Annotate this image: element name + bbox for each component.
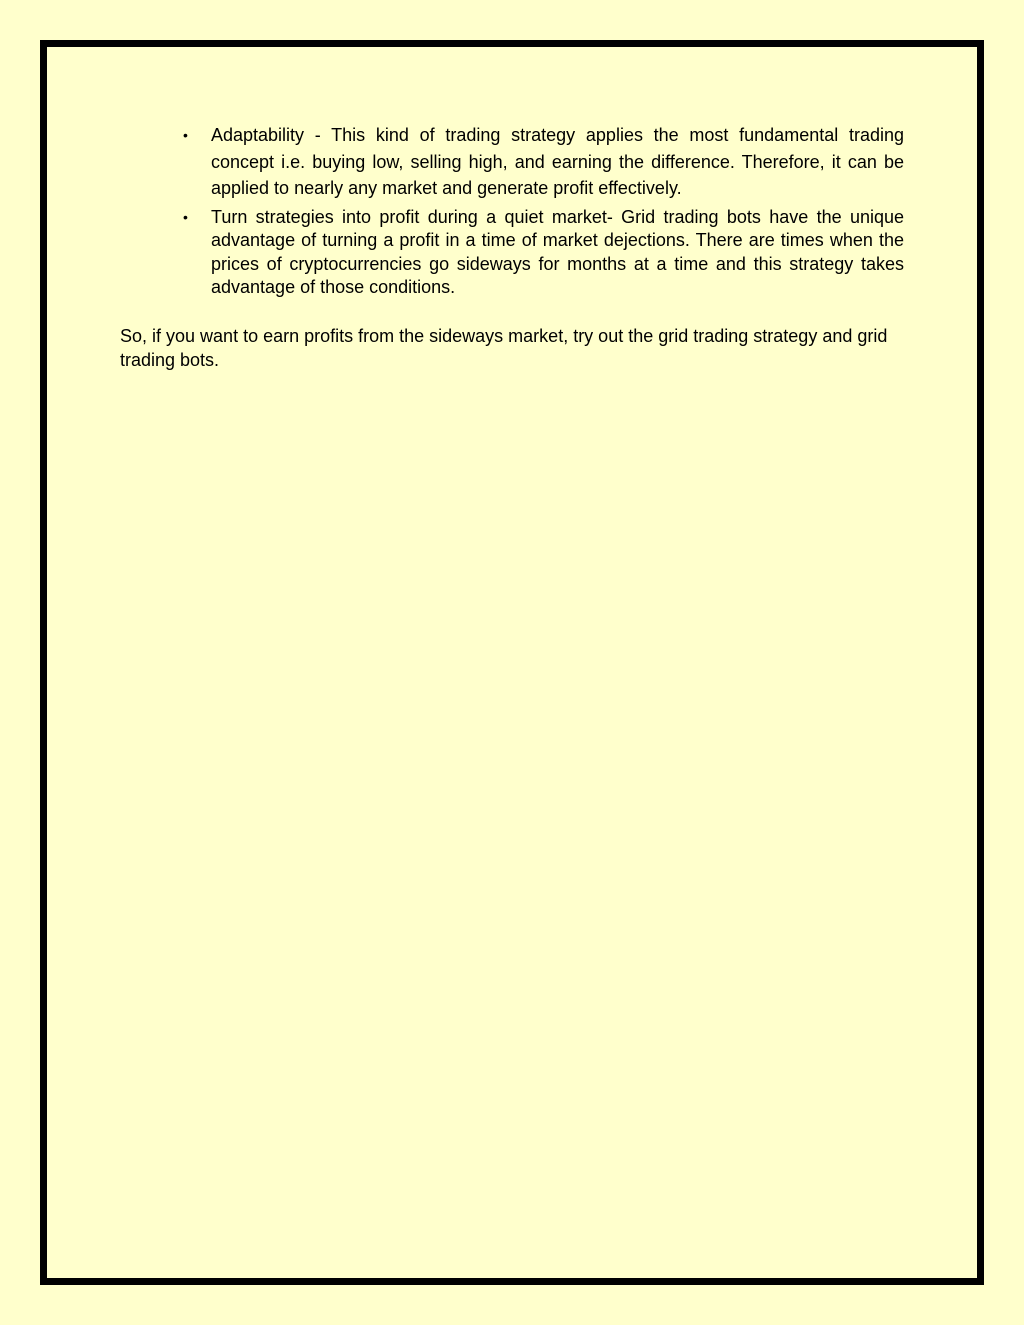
bullet-list bbox=[120, 122, 904, 300]
bullet-icon: • bbox=[183, 208, 188, 225]
bullet-item-quiet-market bbox=[178, 206, 904, 300]
bullet-text: Adaptability - This kind of trading strategy applies the most fundamental trading concept i.e. buying low, selling high, and earning the difference. Therefore, it can be applied to nearly any market and generate profit effectively. bbox=[211, 125, 904, 198]
document-body bbox=[120, 122, 904, 372]
closing-paragraph: So, if you want to earn profits from the sideways market, try out the grid trading strategy and grid trading bots. bbox=[120, 325, 888, 370]
bullet-icon: • bbox=[183, 127, 188, 143]
bullet-item-adaptability bbox=[178, 122, 904, 202]
bullet-text: Turn strategies into profit during a quiet market- Grid trading bots have the unique advantage of turning a profit in a time of market dejections. There are times when the prices of cryptocurrencies go sideways for months at a time and this strategy takes advantage of those conditions. bbox=[211, 206, 904, 297]
